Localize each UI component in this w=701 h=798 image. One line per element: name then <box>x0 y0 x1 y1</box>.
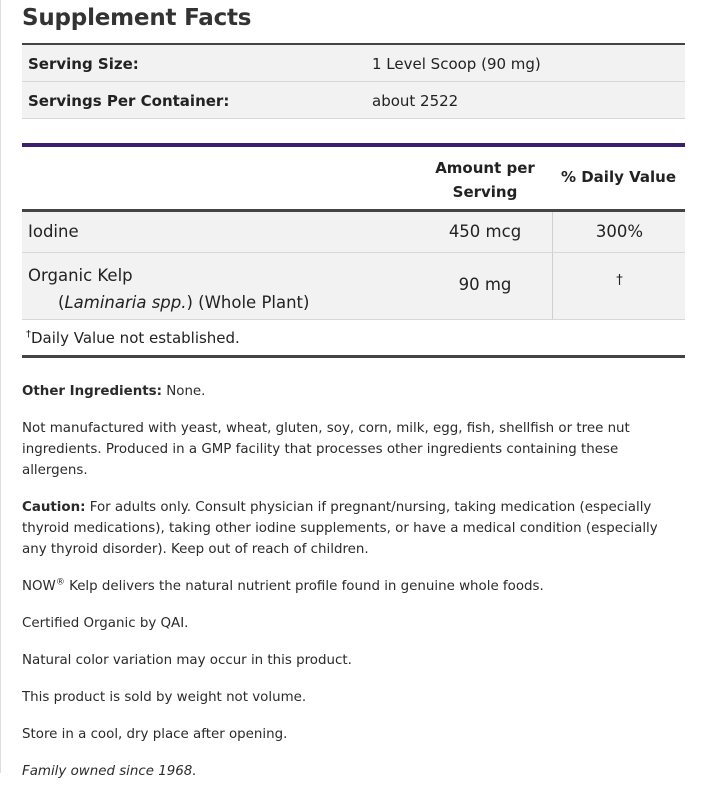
caution-label: Caution: <box>22 500 86 515</box>
certification: Certified Organic by QAI. <box>22 616 189 631</box>
family-owned-note <box>22 761 682 782</box>
nutrient-name-sub <box>28 289 309 316</box>
caution-text: For adults only. Consult physician if pregnant/nursing, taking medication (especially thyroid medications), taking other iodine supplements, or have a medical condition (especially any thyroid disorder). Keep out of reach of children. <box>22 500 658 557</box>
table-header <box>22 147 685 212</box>
nutrient-name-main: Organic Kelp <box>28 266 133 285</box>
serving-size-row <box>22 45 685 82</box>
daily-value-text: † <box>616 273 623 288</box>
servings-per-container-row <box>22 82 685 119</box>
header-amount-per-serving: Amount per Serving <box>435 159 535 201</box>
other-ingredients-label: Other Ingredients: <box>22 384 162 399</box>
left-border <box>0 0 1 773</box>
serving-size-value: 1 Level Scoop (90 mg) <box>372 55 541 73</box>
registered-mark: ® <box>55 577 65 588</box>
nutrient-daily-value <box>552 253 686 319</box>
family-owned-text: Family owned since 1968. <box>22 764 197 779</box>
nutrient-amount: 450 mcg <box>448 222 522 241</box>
other-ingredients-value: None. <box>166 384 206 399</box>
servings-per-container-label: Servings Per Container: <box>28 92 230 110</box>
brand-text: Kelp delivers the natural nutrient profile found in genuine whole foods. <box>69 579 544 594</box>
paren-open: ( <box>58 293 65 312</box>
color-variation-note: Natural color variation may occur in this product. <box>22 653 352 668</box>
daily-value-text: 300% <box>595 222 644 241</box>
footnote-text: Daily Value not established. <box>31 329 240 347</box>
nutrient-name: Iodine <box>28 222 79 241</box>
caution-statement <box>22 497 682 560</box>
plant-part: ) (Whole Plant) <box>186 293 310 312</box>
table-footnote <box>22 320 685 358</box>
nutrient-amount: 90 mg <box>458 275 512 294</box>
other-ingredients <box>22 381 682 402</box>
panel-title: Supplement Facts <box>22 5 252 31</box>
weight-note: This product is sold by weight not volume. <box>22 690 307 705</box>
servings-per-container-value: about 2522 <box>372 92 459 110</box>
species-name: Laminaria spp. <box>64 293 187 312</box>
nutrient-name <box>28 262 309 316</box>
serving-info <box>22 43 685 119</box>
header-daily-value: % Daily Value <box>560 168 676 186</box>
nutrient-daily-value <box>552 212 686 252</box>
nutrient-table <box>22 143 685 358</box>
table-row <box>22 212 685 253</box>
allergen-statement: Not manufactured with yeast, wheat, gluten, soy, corn, milk, egg, fish, shellfish or tree nut ingredients. Produced in a GMP facility that processes other ingredients containing these allergens. <box>22 421 630 478</box>
brand-name: NOW <box>22 579 56 594</box>
table-row <box>22 253 685 320</box>
brand-statement <box>22 576 682 597</box>
storage-note: Store in a cool, dry place after opening. <box>22 727 288 742</box>
serving-size-label: Serving Size: <box>28 55 139 73</box>
product-notes <box>22 381 682 798</box>
dagger-mark: † <box>26 329 31 340</box>
